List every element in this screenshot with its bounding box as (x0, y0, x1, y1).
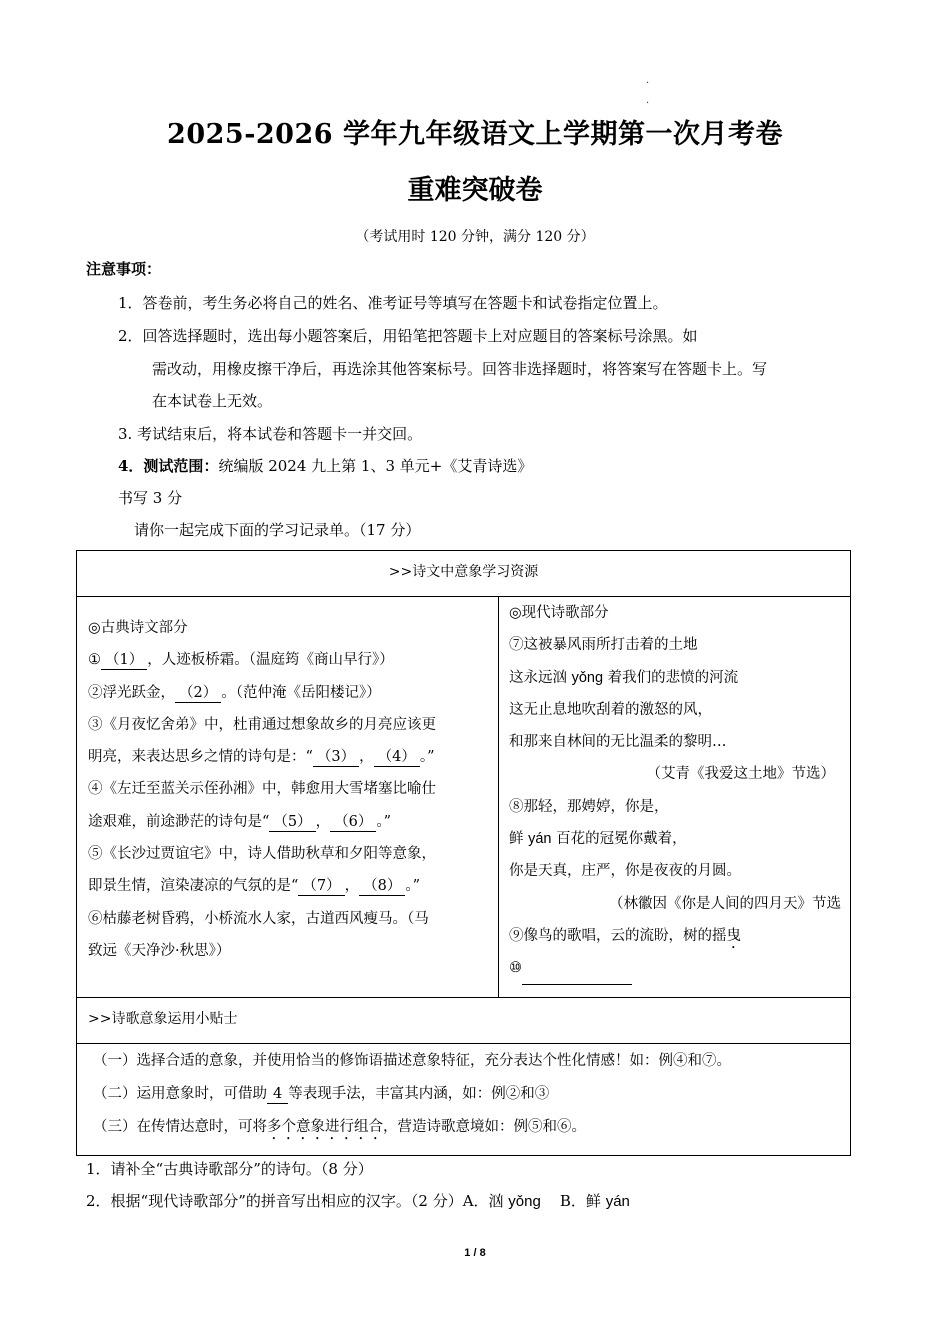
modern-heading: ◎现代诗歌部分 (509, 605, 609, 621)
blank-3: （3） (313, 748, 359, 767)
classical-line-7: ⑤《长沙过贾谊宅》中，诗人借助秋草和夕阳等意象， (88, 846, 436, 863)
notice-item-1: 1．答卷前，考生务必将自己的姓名、准考证号等填写在答题卡和试卷指定位置上。 (118, 294, 668, 312)
modern-line-1: ⑦这被暴风雨所打击着的土地 (509, 637, 698, 654)
notice-heading: 注意事项： (86, 260, 162, 278)
question-1: 1．请补全“古典诗歌部分”的诗句。（8 分） (86, 1160, 373, 1178)
question-2: 2．根据“现代诗歌部分”的拼音写出相应的汉字。（2 分）A．汹 yǒng B．鲜 yán (86, 1192, 630, 1210)
blank-8: （8） (359, 877, 405, 896)
page-subtitle: 重难突破卷 (407, 175, 543, 206)
notice-item-2-line-3: 在本试卷上无效。 (152, 392, 273, 410)
blank-2: （2） (175, 684, 221, 703)
table-header: >>诗文中意象学习资源 (388, 564, 539, 580)
blank-10 (522, 968, 632, 985)
tips-header: >>诗歌意象运用小贴士 (88, 1011, 238, 1027)
classical-line-8: 即景生情，渲染凄凉的气氛的是“ （7） ， （8） 。” (88, 878, 421, 895)
modern-section (509, 597, 845, 985)
tip-2: （二）运用意象时，可借助 4 等表现手法，丰富其内涵，如：例②和③ (93, 1086, 550, 1102)
notice-item-3: 3. 考试结束后，将本试卷和答题卡一并交回。 (118, 425, 423, 443)
blank-6: （6） (330, 813, 376, 832)
page-title: 2025-2026 学年九年级语文上学期第一次月考卷 (167, 119, 783, 150)
writing-score-note: 书写 3 分 (118, 489, 183, 507)
classical-section (88, 612, 490, 967)
classical-line-5: ④《左迁至蓝关示侄孙湘》中，韩愈用大雪堵塞比喻仕 (88, 781, 436, 798)
classical-line-4: 明亮，来表达思乡之情的诗句是：“ （3） ， （4） 。” (88, 749, 435, 766)
tip-3: （三）在传情达意时，可将多个意象进行组合，营造诗歌意境如：例⑤和⑥。 (93, 1119, 586, 1135)
classical-line-2: ②浮光跃金， （2） 。（范仲淹《岳阳楼记》） (88, 684, 381, 701)
exam-time-note: （考试用时 120 分钟，满分 120 分） (355, 229, 595, 245)
blank-5: （5） (269, 813, 315, 832)
corner-dots: · · (646, 78, 650, 109)
notice-item-2-line-2: 需改动，用橡皮擦干净后，再选涂其他答案标号。回答非选择题时，将答案写在答题卡上。写 (152, 360, 768, 378)
modern-line-4: 和那来自林间的无比温柔的黎明… (509, 734, 727, 751)
modern-line-7: 鲜 yán 百花的冠冕你戴着， (509, 831, 687, 848)
blank-1: （1） (101, 651, 147, 670)
modern-line-2: 这永远汹 yǒng 着我们的悲愤的河流 (509, 669, 739, 686)
modern-line-11: ⑩ (509, 952, 845, 984)
modern-line-10: ⑨像鸟的歌唱，云的流盼，树的摇曳 (509, 927, 741, 944)
blank-4: （4） (374, 748, 420, 767)
classical-line-10: 致远《天净沙·秋思》） (88, 942, 231, 959)
notice-item-4: 4．测试范围：统编版 2024 九上第 1、3 单元+《艾青诗选》 (118, 457, 533, 475)
notice-item-2-line-1: 2．回答选择题时，选出每小题答案后，用铅笔把答题卡上对应题目的答案标号涂黑。如 (118, 327, 698, 345)
modern-source-1: （艾青《我爱这土地》节选） (646, 766, 835, 783)
task-intro: 请你一起完成下面的学习记录单。（17 分） (134, 521, 421, 539)
modern-source-2: （林徽因《你是人间的四月天》节选 (609, 895, 841, 912)
modern-line-6: ⑧那轻，那娉婷，你是， (509, 798, 669, 815)
blank-7: （7） (298, 877, 344, 896)
classical-heading: ◎古典诗文部分 (88, 620, 188, 636)
tip-1: （一）选择合适的意象，并使用恰当的修饰语描述意象特征，充分表达个性化情感！如：例④和⑦。 (93, 1053, 731, 1069)
classical-line-1: ① （1） ，人迹板桥霜。（温庭筠《商山早行》） (88, 652, 394, 669)
classical-line-9: ⑥枯藤老树昏鸦，小桥流水人家，古道西风瘦马。（马 (88, 910, 429, 927)
modern-line-3: 这无止息地吹刮着的激怒的风， (509, 701, 712, 718)
page-number: 1 / 8 (464, 1247, 486, 1259)
modern-line-8: 你是天真，庄严，你是夜夜的月圆。 (509, 863, 741, 880)
classical-line-3: ③《月夜忆舍弟》中，杜甫通过想象故乡的月亮应该更 (88, 716, 436, 733)
classical-line-6: 途艰难，前途渺茫的诗句是“ （5） ， （6） 。” (88, 813, 392, 830)
